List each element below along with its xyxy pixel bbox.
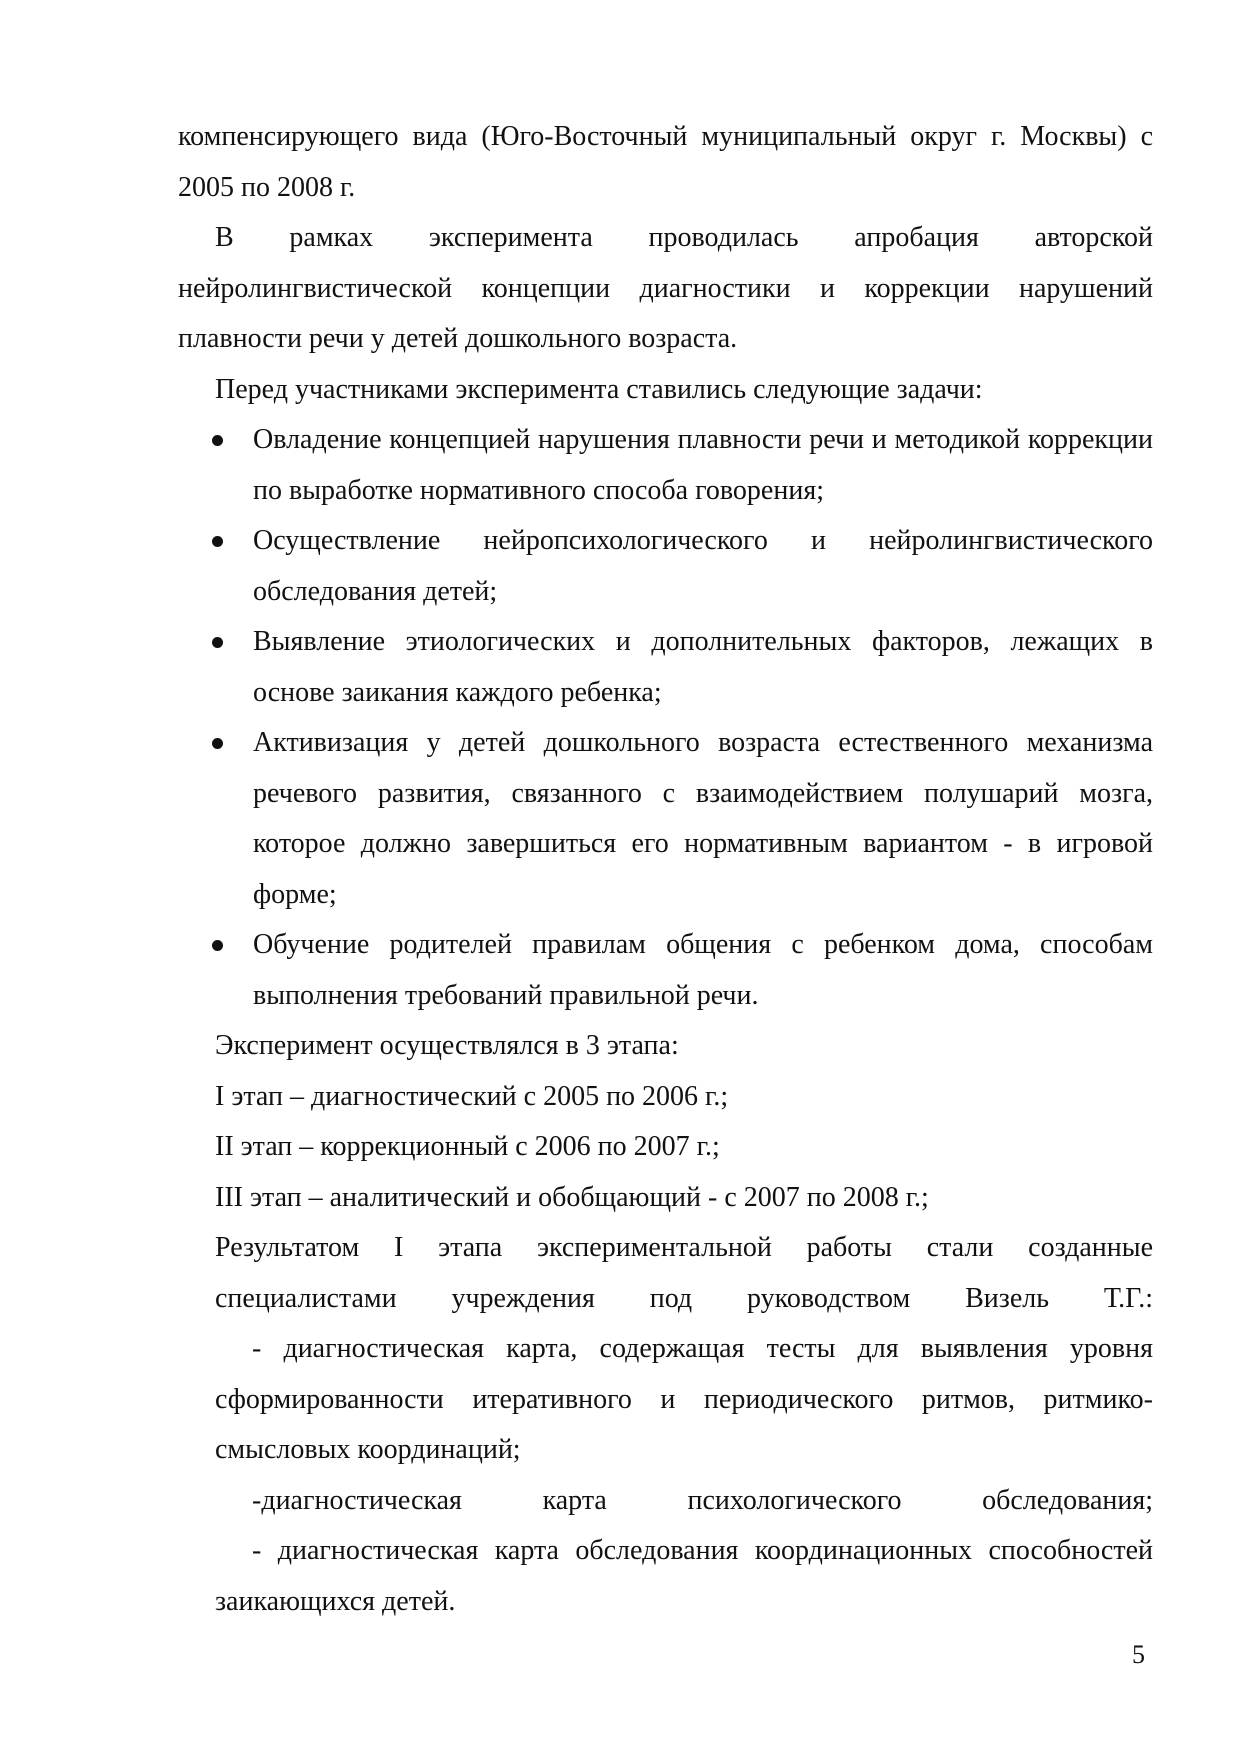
bullet-icon — [212, 637, 223, 648]
result-item: -диагностическая карта психологического обследования; — [252, 1484, 1153, 1516]
list-item — [253, 617, 1153, 718]
tasks-list — [178, 415, 1153, 1021]
paragraph-institution: компенсирующего вида (Юго-Восточный муниципальный округ г. Москвы) с 2005 по 2008 г. — [178, 121, 1153, 203]
list-item-text: Выявление этиологических и дополнительных факторов, лежащих в основе заикания каждого ребенка; — [253, 626, 1153, 708]
paragraph-tasks-intro: Перед участниками эксперимента ставились следующие задачи: — [215, 373, 983, 405]
list-item-text: Овладение концепцией нарушения плавности речи и методикой коррекции по выработке нормативного способа говорения; — [253, 424, 1153, 506]
bullet-icon — [212, 940, 223, 951]
page-number: 5 — [1132, 1640, 1145, 1669]
bullet-icon — [212, 435, 223, 446]
list-item — [253, 516, 1153, 617]
bullet-icon — [212, 738, 223, 749]
stage-line: I этап – диагностический с 2005 по 2006 г.; — [215, 1080, 729, 1112]
paragraph-experiment: В рамках эксперимента проводилась апробация авторской нейролингвистической концепции диагностики и коррекции нарушений плавности речи у детей дошкольного возраста. — [178, 222, 1153, 354]
list-item — [253, 415, 1153, 516]
result-item: - диагностическая карта, содержащая тесты для выявления уровня сформированности итеративного и периодического ритмов, ритмико-смысловых координаций; — [215, 1333, 1153, 1465]
result-item: - диагностическая карта обследования координационных способностей заикающихся детей. — [215, 1535, 1153, 1617]
list-item-text: Осуществление нейропсихологического и нейролингвистического обследования детей; — [253, 525, 1153, 607]
list-item — [253, 920, 1153, 1021]
result-lead: Результатом I этапа экспериментальной работы стали созданные специалистами учреждения под руководством Визель Т.Г.: — [215, 1232, 1153, 1314]
bullet-icon — [212, 536, 223, 547]
list-item — [253, 718, 1153, 920]
stage-line: II этап – коррекционный с 2006 по 2007 г.; — [215, 1131, 720, 1162]
stages-intro: Эксперимент осуществлялся в 3 этапа: — [215, 1030, 679, 1061]
list-item-text: Активизация у детей дошкольного возраста естественного механизма речевого развития, связанного с взаимодействием полушарий мозга, которое должно завершиться его нормативным вариантом - в игровой форме; — [253, 727, 1153, 910]
page-content — [178, 112, 1153, 1627]
stage-line: III этап – аналитический и обобщающий - с 2007 по 2008 г.; — [215, 1181, 929, 1213]
list-item-text: Обучение родителей правилам общения с ребенком дома, способам выполнения требований правильной речи. — [253, 929, 1153, 1011]
